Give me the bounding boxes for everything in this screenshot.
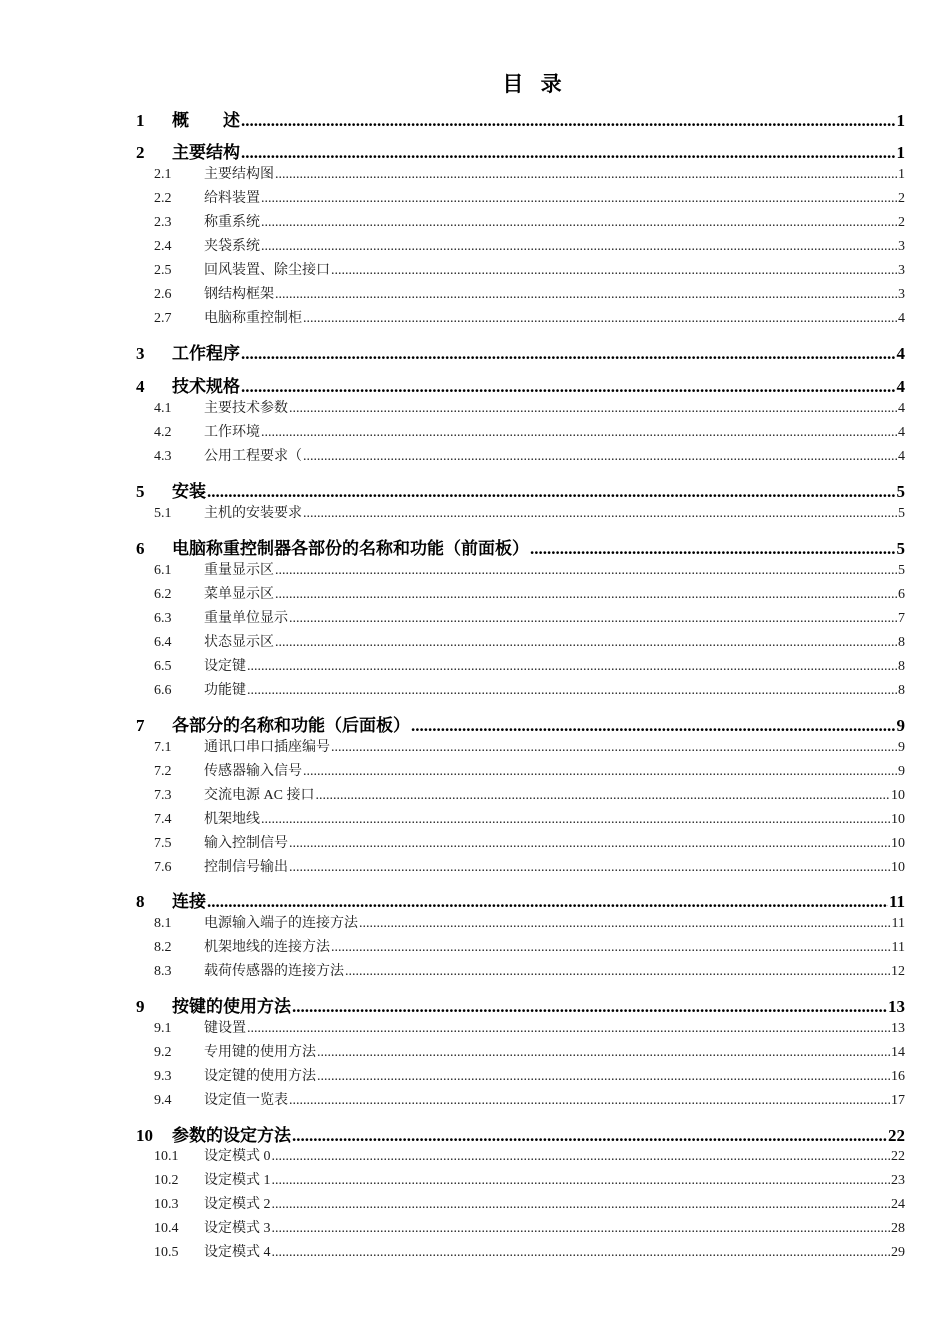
toc-entry-number: 7.6 xyxy=(154,860,172,875)
toc-entry-number: 2.1 xyxy=(154,167,172,182)
toc-entry-page: 9 xyxy=(898,740,905,755)
toc-entry-page: 3 xyxy=(898,287,905,302)
toc-entry-page: 3 xyxy=(898,239,905,254)
toc-dot-leader xyxy=(303,311,897,327)
toc-entry-number: 4.1 xyxy=(154,401,172,416)
toc-dot-leader xyxy=(317,1045,890,1061)
toc-section-entry[interactable] xyxy=(154,559,905,579)
toc-entry-label: 钢结构框架 xyxy=(204,287,274,302)
toc-entry-label: 机架地线 xyxy=(204,812,260,827)
toc-entry-label: 设定模式 2 xyxy=(204,1197,271,1212)
toc-entry-page: 5 xyxy=(896,482,905,501)
toc-entry-number: 9.3 xyxy=(154,1069,172,1084)
toc-dot-leader xyxy=(261,425,897,441)
toc-entry-label: 参数的设定方法 xyxy=(172,1126,291,1145)
toc-entry-label: 设定键的使用方法 xyxy=(204,1069,316,1084)
toc-entry-number: 6.3 xyxy=(154,611,172,626)
toc-dot-leader xyxy=(315,788,890,804)
toc-section-entry[interactable] xyxy=(154,760,905,780)
toc-entry-label: 称重系统 xyxy=(204,215,260,230)
toc-entry-page: 12 xyxy=(891,964,905,979)
toc-entry-label: 设定模式 4 xyxy=(204,1245,271,1260)
toc-section-entry[interactable] xyxy=(154,736,905,756)
toc-chapter-entry[interactable] xyxy=(136,534,905,559)
toc-entry-label: 主要结构 xyxy=(172,143,240,162)
toc-entry-page: 4 xyxy=(898,311,905,326)
toc-dot-leader xyxy=(247,1021,890,1037)
toc-dot-leader xyxy=(331,263,897,279)
toc-entry-page: 4 xyxy=(896,377,905,396)
toc-section-entry[interactable] xyxy=(154,1169,905,1189)
toc-entry-page: 17 xyxy=(891,1093,905,1108)
toc-section-entry[interactable] xyxy=(154,1017,905,1037)
toc-entry-label: 公用工程要求（ xyxy=(204,449,302,464)
toc-dot-leader xyxy=(317,1069,890,1085)
toc-entry-page: 5 xyxy=(898,506,905,521)
toc-entry-label: 功能键 xyxy=(204,683,246,698)
toc-section-entry[interactable] xyxy=(154,808,905,828)
toc-section-entry[interactable] xyxy=(154,1241,905,1261)
toc-section-entry[interactable] xyxy=(154,960,905,980)
toc-entry-label: 重量显示区 xyxy=(204,563,274,578)
toc-entry-page: 13 xyxy=(888,997,905,1016)
toc-title: 目 录 xyxy=(502,72,568,96)
toc-dot-leader xyxy=(275,287,897,303)
toc-section-entry[interactable] xyxy=(154,784,905,804)
toc-dot-leader xyxy=(247,659,897,675)
toc-chapter-entry[interactable] xyxy=(136,992,905,1017)
toc-entry-page: 9 xyxy=(898,764,905,779)
toc-entry-label: 设定值一览表 xyxy=(204,1093,288,1108)
toc-entry-page: 24 xyxy=(891,1197,905,1212)
toc-chapter-entry[interactable] xyxy=(136,887,905,912)
toc-section-entry[interactable] xyxy=(154,211,905,231)
toc-entry-label: 工作环境 xyxy=(204,425,260,440)
toc-entry-number: 10 xyxy=(136,1126,153,1145)
toc-chapter-entry[interactable] xyxy=(136,339,905,364)
toc-dot-leader xyxy=(261,239,897,255)
toc-entry-label: 技术规格 xyxy=(172,377,240,396)
toc-entry-label: 主要技术参数 xyxy=(204,401,288,416)
toc-entry-page: 2 xyxy=(898,215,905,230)
toc-dot-leader xyxy=(241,111,896,131)
toc-dot-leader xyxy=(292,997,887,1017)
toc-entry-number: 2.4 xyxy=(154,239,172,254)
toc-entry-number: 4 xyxy=(136,377,145,396)
toc-entry-label: 设定模式 3 xyxy=(204,1221,271,1236)
toc-section-entry[interactable] xyxy=(154,679,905,699)
toc-entry-page: 11 xyxy=(891,916,905,931)
toc-section-entry[interactable] xyxy=(154,259,905,279)
toc-dot-leader xyxy=(331,940,891,956)
toc-dot-leader xyxy=(272,1197,891,1213)
toc-entry-page: 4 xyxy=(898,425,905,440)
toc-entry-label: 设定键 xyxy=(204,659,246,674)
toc-section-entry[interactable] xyxy=(154,235,905,255)
toc-entry-number: 4.2 xyxy=(154,425,172,440)
toc-section-entry[interactable] xyxy=(154,187,905,207)
toc-dot-leader xyxy=(411,716,896,736)
toc-section-entry[interactable] xyxy=(154,655,905,675)
toc-dot-leader xyxy=(261,215,897,231)
toc-entry-page: 16 xyxy=(891,1069,905,1084)
toc-dot-leader xyxy=(241,377,896,397)
toc-entry-number: 1 xyxy=(136,111,145,130)
toc-entry-page: 2 xyxy=(898,191,905,206)
toc-entry-number: 2 xyxy=(136,143,145,162)
toc-dot-leader xyxy=(241,344,896,364)
toc-entry-number: 9 xyxy=(136,997,145,1016)
toc-section-entry[interactable] xyxy=(154,283,905,303)
toc-entry-number: 10.1 xyxy=(154,1149,179,1164)
toc-entry-number: 7.4 xyxy=(154,812,172,827)
toc-section-entry[interactable] xyxy=(154,607,905,627)
toc-entry-number: 10.2 xyxy=(154,1173,179,1188)
toc-section-entry[interactable] xyxy=(154,307,905,327)
toc-section-entry[interactable] xyxy=(154,912,905,932)
toc-entry-page: 4 xyxy=(896,344,905,363)
toc-entry-number: 6.1 xyxy=(154,563,172,578)
toc-entry-number: 7.3 xyxy=(154,788,172,803)
toc-entry-label: 安装 xyxy=(172,482,206,501)
toc-entry-number: 7.5 xyxy=(154,836,172,851)
toc-entry-label: 专用键的使用方法 xyxy=(204,1045,316,1060)
toc-entry-label: 各部分的名称和功能（后面板） xyxy=(172,716,410,735)
toc-entry-label: 给料装置 xyxy=(204,191,260,206)
toc-entry-number: 8.1 xyxy=(154,916,172,931)
toc-entry-number: 9.2 xyxy=(154,1045,172,1060)
toc-entry-page: 22 xyxy=(891,1149,905,1164)
toc-entry-number: 10.3 xyxy=(154,1197,179,1212)
toc-entry-number: 7.2 xyxy=(154,764,172,779)
toc-dot-leader xyxy=(331,740,897,756)
toc-dot-leader xyxy=(272,1173,891,1189)
toc-entry-page: 23 xyxy=(891,1173,905,1188)
toc-entry-label: 载荷传感器的连接方法 xyxy=(204,964,344,979)
toc-entry-page: 1 xyxy=(898,167,905,182)
toc-entry-page: 11 xyxy=(891,940,905,955)
toc-entry-label: 输入控制信号 xyxy=(204,836,288,851)
toc-dot-leader xyxy=(289,836,890,852)
toc-dot-leader xyxy=(289,860,890,876)
toc-entry-label: 主机的安装要求 xyxy=(204,506,302,521)
toc-dot-leader xyxy=(303,506,897,522)
toc-entry-label: 概 述 xyxy=(172,111,240,130)
toc-entry-label: 状态显示区 xyxy=(204,635,274,650)
toc-entry-page: 10 xyxy=(891,836,905,851)
toc-entry-page: 4 xyxy=(898,449,905,464)
toc-entry-page: 8 xyxy=(898,659,905,674)
toc-entry-label: 电脑称重控制器各部份的名称和功能（前面板） xyxy=(172,539,529,558)
toc-entry-page: 14 xyxy=(891,1045,905,1060)
toc-dot-leader xyxy=(275,635,897,651)
toc-entry-label: 设定模式 0 xyxy=(204,1149,271,1164)
toc-section-entry[interactable] xyxy=(154,1089,905,1109)
toc-dot-leader xyxy=(275,563,897,579)
toc-entry-number: 8.3 xyxy=(154,964,172,979)
toc-dot-leader xyxy=(241,143,896,163)
toc-section-entry[interactable] xyxy=(154,631,905,651)
toc-entry-label: 键设置 xyxy=(204,1021,246,1036)
toc-entry-label: 设定模式 1 xyxy=(204,1173,271,1188)
toc-dot-leader xyxy=(207,482,896,502)
toc-entry-number: 5 xyxy=(136,482,145,501)
toc-section-entry[interactable] xyxy=(154,1145,905,1165)
toc-chapter-entry[interactable] xyxy=(136,477,905,502)
toc-entry-number: 10.4 xyxy=(154,1221,179,1236)
toc-dot-leader xyxy=(303,449,897,465)
toc-section-entry[interactable] xyxy=(154,856,905,876)
toc-section-entry[interactable] xyxy=(154,397,905,417)
toc-entry-page: 11 xyxy=(888,892,905,911)
toc-entry-page: 22 xyxy=(888,1126,905,1145)
toc-dot-leader xyxy=(207,892,888,912)
toc-entry-number: 6.5 xyxy=(154,659,172,674)
toc-chapter-entry[interactable] xyxy=(136,372,905,397)
toc-entry-number: 2.6 xyxy=(154,287,172,302)
toc-dot-leader xyxy=(261,191,897,207)
toc-dot-leader xyxy=(289,401,897,417)
toc-section-entry[interactable] xyxy=(154,421,905,441)
toc-entry-page: 9 xyxy=(896,716,905,735)
toc-entry-page: 3 xyxy=(898,263,905,278)
toc-entry-label: 连接 xyxy=(172,892,206,911)
toc-section-entry[interactable] xyxy=(154,832,905,852)
toc-entry-page: 1 xyxy=(896,111,905,130)
toc-section-entry[interactable] xyxy=(154,1041,905,1061)
toc-entry-page: 10 xyxy=(891,812,905,827)
toc-entry-page: 10 xyxy=(891,788,905,803)
toc-entry-number: 2.2 xyxy=(154,191,172,206)
toc-entry-label: 通讯口串口插座编号 xyxy=(204,740,330,755)
toc-section-entry[interactable] xyxy=(154,1193,905,1213)
toc-dot-leader xyxy=(275,587,897,603)
toc-dot-leader xyxy=(275,167,897,183)
toc-entry-number: 8.2 xyxy=(154,940,172,955)
toc-entry-page: 6 xyxy=(898,587,905,602)
toc-section-entry[interactable] xyxy=(154,1065,905,1085)
toc-entry-page: 7 xyxy=(898,611,905,626)
toc-entry-page: 28 xyxy=(891,1221,905,1236)
toc-entry-label: 回风装置、除尘接口 xyxy=(204,263,330,278)
toc-entry-number: 6 xyxy=(136,539,145,558)
toc-entry-number: 2.5 xyxy=(154,263,172,278)
toc-dot-leader xyxy=(247,683,897,699)
toc-entry-number: 6.6 xyxy=(154,683,172,698)
toc-entry-number: 2.7 xyxy=(154,311,172,326)
toc-chapter-entry[interactable] xyxy=(136,138,905,163)
toc-entry-page: 10 xyxy=(891,860,905,875)
toc-entry-label: 主要结构图 xyxy=(204,167,274,182)
toc-dot-leader xyxy=(261,812,890,828)
toc-entry-page: 29 xyxy=(891,1245,905,1260)
toc-dot-leader xyxy=(359,916,891,932)
toc-section-entry[interactable] xyxy=(154,583,905,603)
toc-entry-page: 8 xyxy=(898,635,905,650)
toc-entry-number: 8 xyxy=(136,892,145,911)
toc-dot-leader xyxy=(272,1221,891,1237)
toc-entry-label: 菜单显示区 xyxy=(204,587,274,602)
toc-chapter-entry[interactable] xyxy=(136,1121,905,1146)
toc-dot-leader xyxy=(303,764,897,780)
toc-section-entry[interactable] xyxy=(154,1217,905,1237)
toc-entry-label: 电源输入端子的连接方法 xyxy=(204,916,358,931)
toc-section-entry[interactable] xyxy=(154,445,905,465)
toc-entry-number: 4.3 xyxy=(154,449,172,464)
toc-entry-number: 5.1 xyxy=(154,506,172,521)
toc-entry-page: 5 xyxy=(898,563,905,578)
toc-entry-page: 5 xyxy=(896,539,905,558)
toc-entry-label: 传感器输入信号 xyxy=(204,764,302,779)
toc-dot-leader xyxy=(289,1093,890,1109)
toc-entry-number: 6.2 xyxy=(154,587,172,602)
toc-entry-number: 2.3 xyxy=(154,215,172,230)
toc-entry-number: 10.5 xyxy=(154,1245,179,1260)
toc-entry-label: 交流电源 AC 接口 xyxy=(204,788,315,803)
toc-entry-label: 机架地线的连接方法 xyxy=(204,940,330,955)
toc-entry-label: 工作程序 xyxy=(172,344,240,363)
toc-chapter-entry[interactable] xyxy=(136,711,905,736)
toc-entry-number: 9.4 xyxy=(154,1093,172,1108)
toc-dot-leader xyxy=(530,539,896,559)
toc-entry-number: 9.1 xyxy=(154,1021,172,1036)
toc-entry-label: 重量单位显示 xyxy=(204,611,288,626)
toc-entry-page: 1 xyxy=(896,143,905,162)
toc-dot-leader xyxy=(272,1149,891,1165)
toc-entry-page: 13 xyxy=(891,1021,905,1036)
toc-chapter-entry[interactable] xyxy=(136,106,905,131)
toc-dot-leader xyxy=(292,1126,887,1146)
toc-entry-number: 7 xyxy=(136,716,145,735)
toc-dot-leader xyxy=(289,611,897,627)
toc-section-entry[interactable] xyxy=(154,163,905,183)
toc-entry-number: 6.4 xyxy=(154,635,172,650)
toc-entry-page: 8 xyxy=(898,683,905,698)
toc-entry-label: 电脑称重控制柜 xyxy=(204,311,302,326)
toc-dot-leader xyxy=(272,1245,891,1261)
toc-entry-label: 按键的使用方法 xyxy=(172,997,291,1016)
toc-entry-label: 控制信号输出 xyxy=(204,860,288,875)
toc-section-entry[interactable] xyxy=(154,936,905,956)
toc-entry-page: 4 xyxy=(898,401,905,416)
toc-entry-label: 夹袋系统 xyxy=(204,239,260,254)
toc-dot-leader xyxy=(345,964,890,980)
toc-entry-number: 3 xyxy=(136,344,145,363)
toc-entry-number: 7.1 xyxy=(154,740,172,755)
toc-section-entry[interactable] xyxy=(154,502,905,522)
